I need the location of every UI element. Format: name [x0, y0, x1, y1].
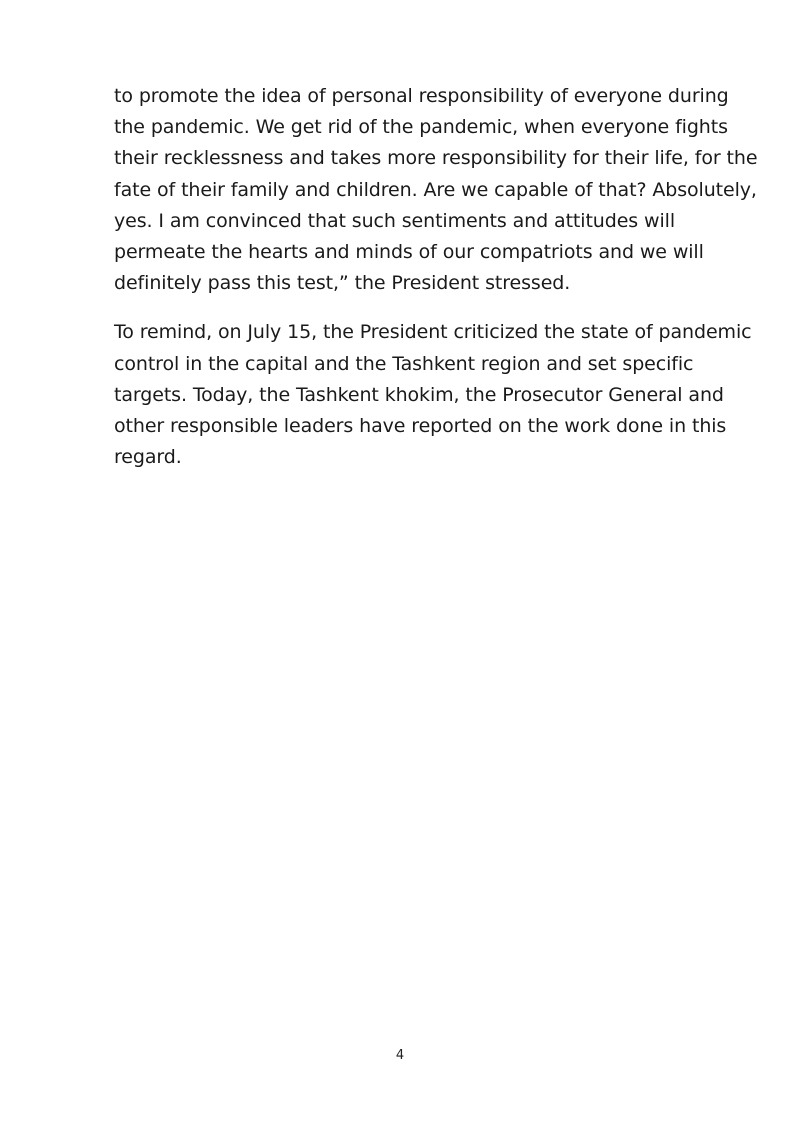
text-line: To remind, on July 15, the President criticized the state of pandemic — [114, 321, 752, 344]
text-line: other responsible leaders have reported on the work done in this — [114, 415, 727, 438]
text-line: targets. Today, the Tashkent khokim, the Prosecutor General and — [114, 383, 724, 406]
paragraph-2 — [114, 317, 754, 473]
text-line: to promote the idea of personal responsibility of everyone during — [114, 85, 729, 107]
text-line: regard. — [114, 446, 182, 469]
body-text — [114, 81, 758, 491]
text-line: definitely pass this test,” the President stressed. — [114, 272, 571, 295]
text-line: the pandemic. We get rid of the pandemic, when everyone fights — [114, 116, 728, 139]
page-number: 4 — [395, 1048, 405, 1063]
paragraph-1 — [114, 81, 758, 299]
text-line: their recklessness and takes more responsibility for their life, for the — [114, 147, 758, 170]
text-line: fate of their family and children. Are we capable of that? Absolutely, — [114, 178, 757, 201]
text-line: permeate the hearts and minds of our compatriots and we will — [114, 241, 704, 264]
text-line: yes. I am convinced that such sentiments and attitudes will — [114, 209, 676, 232]
text-line: control in the capital and the Tashkent region and set specific — [114, 352, 694, 375]
